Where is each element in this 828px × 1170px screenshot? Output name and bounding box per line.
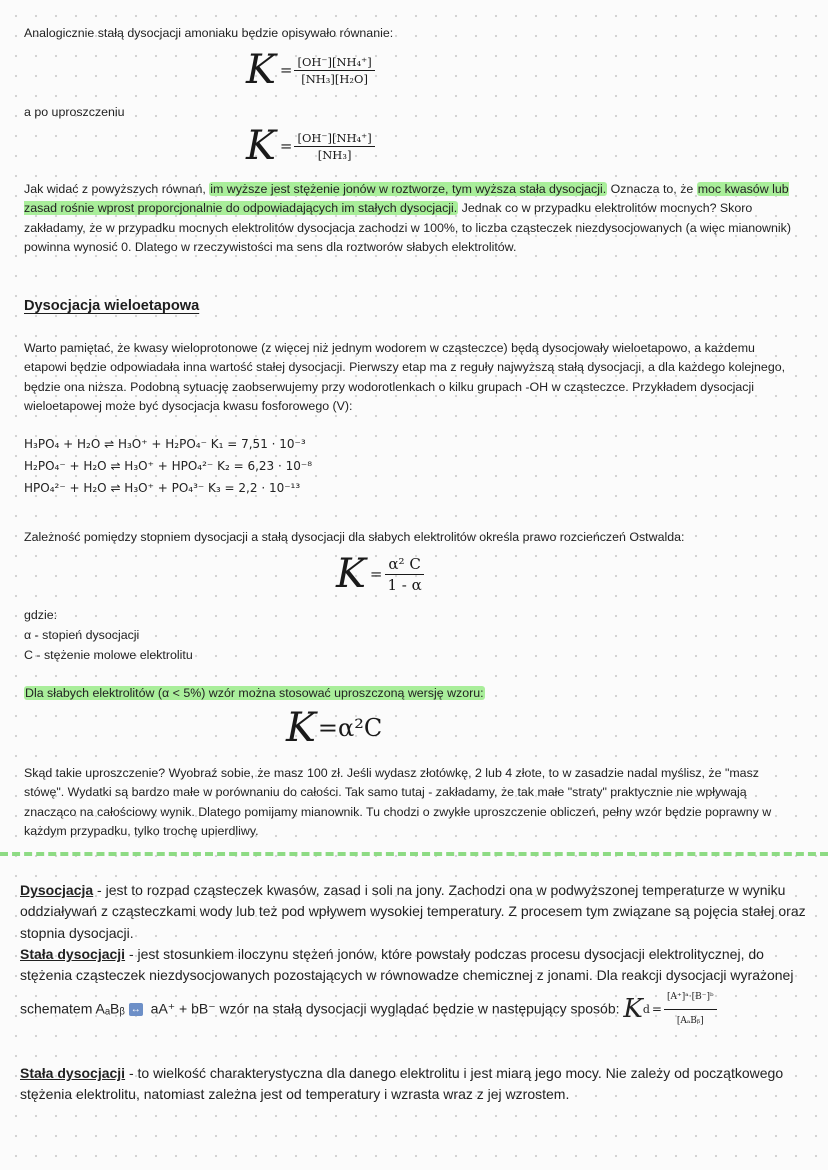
formula-k: K bbox=[246, 47, 276, 93]
double-arrow-icon: ↔ bbox=[130, 1004, 141, 1016]
formula-equals: = bbox=[279, 61, 293, 79]
where-label: gdzie: bbox=[24, 608, 58, 622]
ostwald-formula bbox=[336, 551, 425, 597]
formula-fraction bbox=[294, 131, 374, 162]
explanation-paragraph bbox=[24, 180, 794, 258]
highlight-2: moc kwasów lub zasad rośnie wprost proporcjonalnie do odpowiadających im stałych dysocjacji. bbox=[24, 182, 789, 216]
formula-numerator: [A⁺]ᵃ·[B⁻]ᵇ bbox=[664, 987, 717, 1010]
formula-denominator: 1 - α bbox=[387, 575, 422, 594]
formula-fraction bbox=[384, 555, 424, 594]
highlight-1: im wyższe jest stężenie jonów w roztworze, tym wyższa stała dysocjacji. bbox=[210, 182, 607, 196]
formula-denominator: [NH₃][H₂O] bbox=[301, 71, 368, 86]
intro-text: Analogicznie stałą dysocjacji amoniaku będzie opisywało równanie: bbox=[24, 26, 394, 40]
formula-equals: = bbox=[279, 137, 293, 155]
ammonia-equilibrium-formula bbox=[246, 47, 375, 93]
text-fragment: Jednak co w przypadku elektrolitów mocnych? Skoro zakładamy, że w przypadku mocnych elektrolitów dysocjacja zachodzi w 100%, to liczba cząsteczek niezdysocjowanych (a więc mianownik) powinna wynosić 0. Dlatego w rzeczywistości ma sens dla roztworów słabych elektrolitów. bbox=[24, 201, 791, 255]
formula-numerator: [OH⁻][NH₄⁺] bbox=[294, 131, 374, 147]
weak-electrolyte-paragraph bbox=[24, 684, 485, 703]
definition-text: - jest stosunkiem iloczynu stężeń jonów, które powstały podczas procesu dysocjacji elektrolitycznej, do stężenia cząsteczek niezdysocjowanych pozostających w równowadze chemicznej z jonami. Dla reakcji dysocjacji wyrażonej schematem AₐBᵦ bbox=[20, 946, 794, 1017]
highlight-3: Dla słabych elektrolitów (α < 5%) wzór można stosować uproszczoną wersję wzoru: bbox=[25, 686, 484, 700]
legend-alpha: α - stopień dysocjacji bbox=[24, 628, 140, 642]
definition-text: - to wielkość charakterystyczna dla danego elektrolitu i jest miarą jego mocy. Nie zależy od początkowego stężenia elektrolitu, natomiast zależna jest od temperatury i wzrasta wraz z jej wzrostem. bbox=[20, 1065, 784, 1103]
term: Stała dysocjacji bbox=[20, 1065, 126, 1081]
formula-subscript: d bbox=[642, 1003, 650, 1017]
formula-equals: = bbox=[369, 565, 383, 583]
reaction-2: H₂PO₄⁻ + H₂O ⇌ H₃O⁺ + HPO₄²⁻ K₂ = 6,23 · 10⁻⁸ bbox=[24, 459, 313, 473]
simplified-ostwald-formula bbox=[286, 705, 383, 751]
ostwald-paragraph: Zależność pomiędzy stopniem dysocjacji a stałą dysocjacji dla słabych elektrolitów określa prawo rozcieńczeń Ostwalda: bbox=[24, 530, 685, 544]
simplification-text: a po uproszczeniu bbox=[24, 105, 125, 119]
term: Stała dysocjacji bbox=[20, 946, 126, 962]
formula-rest: =α²C bbox=[317, 714, 383, 742]
formula-denominator: [NH₃] bbox=[317, 147, 352, 162]
formula-numerator: [OH⁻][NH₄⁺] bbox=[294, 55, 374, 71]
definition-text: - jest to rozpad cząsteczek kwasów, zasad i soli na jony. Zachodzi ona w podwyższonej temperaturze w wyniku oddziaływań z cząsteczkami wody lub też pod wpływem wysokiej temperatury. Z procesem tym związane są pojęcia stałej oraz stopnia dysocjacji. bbox=[20, 882, 806, 941]
legend-c: C - stężenie molowe elektrolitu bbox=[24, 648, 193, 662]
definition-text: aA⁺ + bB⁻ wzór na stałą dysocjacji wyglądać będzie w następujący sposób: bbox=[146, 1000, 620, 1017]
text-fragment: Jak widać z powyższych równań, bbox=[24, 182, 210, 196]
section-heading: Dysocjacja wieloetapowa bbox=[24, 298, 200, 314]
text-fragment: Oznacza to, że bbox=[607, 182, 697, 196]
term: Dysocjacja bbox=[20, 882, 94, 898]
reaction-3: HPO₄²⁻ + H₂O ⇌ H₃O⁺ + PO₄³⁻ K₃ = 2,2 · 10⁻¹³ bbox=[24, 481, 301, 495]
section-divider bbox=[0, 852, 828, 856]
formula-k: K bbox=[246, 123, 276, 169]
formula-numerator: α² C bbox=[385, 555, 423, 575]
reaction-1: H₃PO₄ + H₂O ⇌ H₃O⁺ + H₂PO₄⁻ K₁ = 7,51 · 10⁻³ bbox=[24, 437, 306, 451]
formula-fraction bbox=[294, 55, 374, 86]
kd-formula: K d = $\frac{\text{[A⁺]ᵃ·[B⁻]ᵇ}}{\text{[AₐBᵦ]}}$ bbox=[623, 987, 716, 1033]
formula-denominator: [AₐBᵦ] bbox=[676, 1016, 704, 1027]
formula-k: K bbox=[623, 994, 643, 1025]
formula-k: K bbox=[336, 551, 366, 597]
analogy-paragraph: Skąd takie uproszczenie? Wyobraź sobie, że masz 100 zł. Jeśli wydasz złotówkę, 2 lub 4 złote, to w zasadzie nadal myślisz, że "masz stówę". Wydatki są bardzo małe w porównaniu do całości. Tak samo tutaj - zakładamy, że tak małe "straty" praktycznie nie wpływają znacząco na całościowy wynik. Dlatego pomijamy mianownik. Tu chodzi o zwykłe uproszczenie obliczeń, pełny wzór będzie poprawny w każdym przypadku, tylko trochę upierdliwy. bbox=[24, 766, 772, 839]
definition-dissociation-constant bbox=[20, 944, 810, 1033]
formula-k: K bbox=[286, 705, 316, 751]
definition-dissociation bbox=[20, 880, 810, 944]
simplified-formula bbox=[246, 123, 375, 169]
multistage-paragraph: Warto pamiętać, że kwasy wieloprotonowe (z więcej niż jednym wodorem w cząsteczce) będą dysocjowały wieloetapowo, a każdemu etapowi będzie odpowiadała inna wartość stałej dysocjacji. Pierwszy etap ma z reguły najwyższą stałą dysocjacji, a dla każdego kolejnego, będzie ona niższa. Podobną sytuację zaobserwujemy przy wodorotlenkach o kilku grupach -OH w cząsteczce. Przykładem dysocjacji wieloetapowej może być dysocjacja kwasu fosforowego (V): bbox=[24, 341, 786, 414]
formula-fraction bbox=[664, 987, 717, 1033]
definition-dissociation-constant-2 bbox=[20, 1063, 810, 1106]
